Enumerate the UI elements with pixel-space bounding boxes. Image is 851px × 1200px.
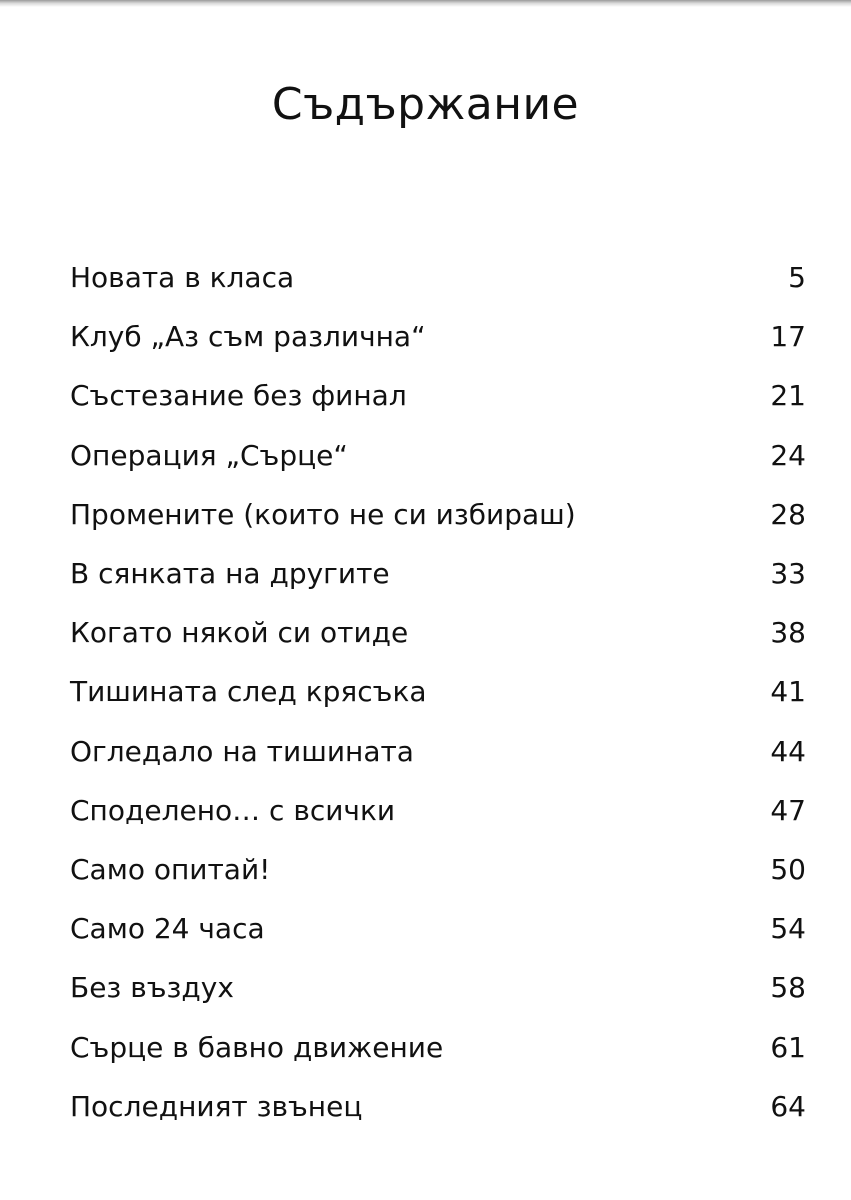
toc-entry[interactable] bbox=[70, 840, 806, 899]
toc-entry-page: 38 bbox=[770, 616, 806, 650]
toc-entry-title: Тишината след крясъка bbox=[70, 675, 427, 709]
toc-entry-title: Промените (които не си избираш) bbox=[70, 497, 576, 531]
toc-entry-page: 33 bbox=[770, 557, 806, 591]
toc-entry-page: 61 bbox=[770, 1030, 806, 1064]
toc-entry-page: 41 bbox=[770, 675, 806, 709]
toc-entry-title: Операция „Сърце“ bbox=[70, 438, 348, 472]
toc-entry-page: 47 bbox=[770, 793, 806, 827]
page-title: Съдържание bbox=[271, 79, 580, 131]
toc-entry[interactable] bbox=[70, 899, 806, 958]
toc-entry[interactable] bbox=[70, 307, 806, 366]
toc-entry[interactable] bbox=[70, 485, 806, 544]
toc-entry[interactable] bbox=[70, 603, 806, 662]
toc-entry[interactable] bbox=[70, 662, 806, 721]
toc-entry[interactable] bbox=[70, 722, 806, 781]
toc-entry-title: Клуб „Аз съм различна“ bbox=[70, 320, 426, 354]
toc-entry-title: Когато някой си отиде bbox=[70, 616, 409, 650]
toc-entry-title: Само опитай! bbox=[70, 852, 271, 886]
toc-entry[interactable] bbox=[70, 248, 806, 307]
toc-entry-title: Състезание без финал bbox=[70, 379, 407, 413]
toc-entry-page: 64 bbox=[770, 1089, 806, 1123]
toc-entry[interactable] bbox=[70, 781, 806, 840]
toc-entry-page: 54 bbox=[770, 912, 806, 946]
toc-entry[interactable] bbox=[70, 366, 806, 425]
table-of-contents bbox=[70, 248, 806, 1136]
toc-entry[interactable] bbox=[70, 426, 806, 485]
toc-entry-page: 50 bbox=[770, 852, 806, 886]
toc-entry-title: Споделено… с всички bbox=[70, 793, 396, 827]
toc-entry-title: Последният звънец bbox=[70, 1089, 363, 1123]
toc-entry-title: Само 24 часа bbox=[70, 912, 265, 946]
toc-entry-page: 5 bbox=[788, 261, 806, 295]
toc-entry-page: 21 bbox=[770, 379, 806, 413]
toc-entry-page: 58 bbox=[770, 971, 806, 1005]
toc-entry-title: Новата в класа bbox=[70, 261, 295, 295]
toc-entry-page: 44 bbox=[770, 734, 806, 768]
toc-entry[interactable] bbox=[70, 958, 806, 1017]
toc-entry-page: 17 bbox=[770, 320, 806, 354]
toc-entry[interactable] bbox=[70, 544, 806, 603]
toc-entry-title: Сърце в бавно движение bbox=[70, 1030, 444, 1064]
toc-entry-title: В сянката на другите bbox=[70, 557, 390, 591]
toc-entry-title: Огледало на тишината bbox=[70, 734, 414, 768]
toc-entry[interactable] bbox=[70, 1077, 806, 1136]
toc-entry-page: 28 bbox=[770, 497, 806, 531]
toc-entry-page: 24 bbox=[770, 438, 806, 472]
toc-entry[interactable] bbox=[70, 1017, 806, 1076]
toc-entry-title: Без въздух bbox=[70, 971, 234, 1005]
